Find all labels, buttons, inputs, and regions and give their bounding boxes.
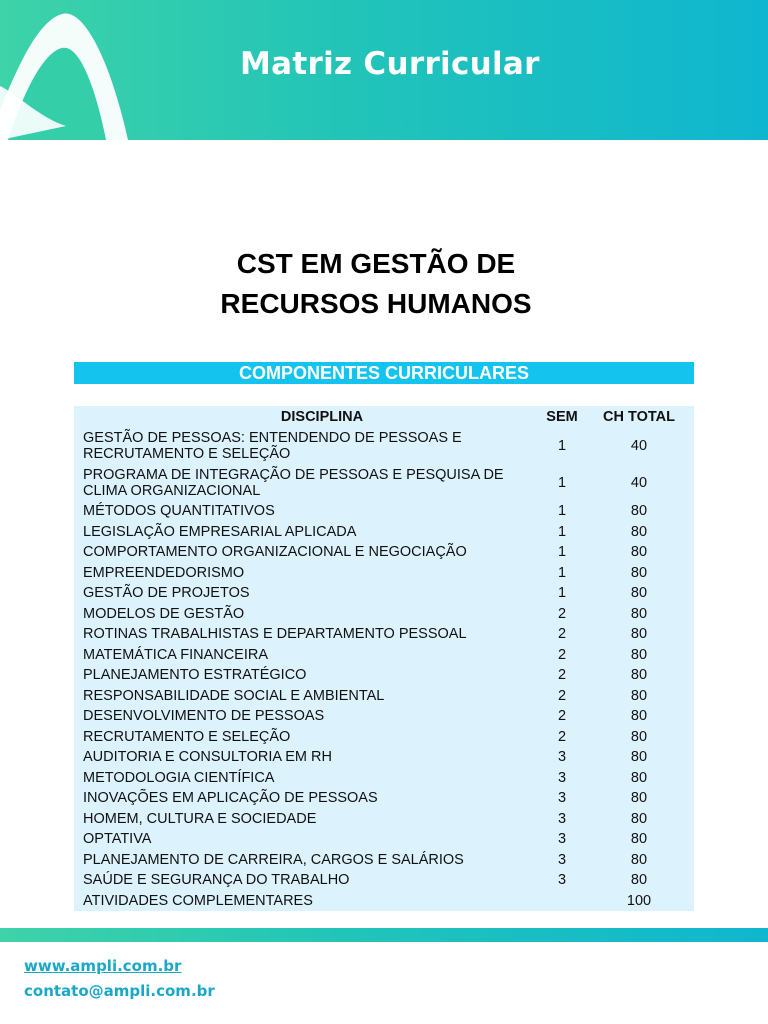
table-row [74, 522, 694, 543]
table-row [74, 706, 694, 727]
hours-cell: 80 [630, 687, 648, 704]
discipline-cell: DESENVOLVIMENTO DE PESSOAS [83, 708, 325, 725]
discipline-cell: OPTATIVA [83, 831, 152, 848]
hours-cell: 80 [630, 749, 648, 766]
semester-cell: 3 [557, 749, 567, 766]
hours-cell: 80 [630, 851, 648, 868]
discipline-cell: MATEMÁTICA FINANCEIRA [83, 646, 269, 663]
table-row [74, 809, 694, 830]
semester-cell: 2 [557, 605, 567, 622]
table-row [74, 870, 694, 891]
page-header [0, 0, 768, 140]
discipline-cell: AUDITORIA E CONSULTORIA EM RH [83, 749, 332, 766]
hours-cell: 100 [626, 892, 652, 909]
semester-cell: 1 [557, 564, 567, 581]
table-row [74, 850, 694, 871]
table-row [74, 604, 694, 625]
semester-cell: 1 [557, 523, 567, 540]
discipline-cell: ROTINAS TRABALHISTAS E DEPARTAMENTO PESSOAL [83, 626, 467, 643]
table-row [74, 501, 694, 522]
semester-cell: 1 [557, 437, 567, 454]
email-link[interactable]: contato@ampli.com.br [24, 982, 215, 1000]
table-row [74, 829, 694, 850]
table-row [74, 768, 694, 789]
hours-cell: 80 [630, 605, 648, 622]
semester-cell: 2 [557, 728, 567, 745]
hours-cell: 80 [630, 708, 648, 725]
table-row [74, 624, 694, 645]
hours-cell: 80 [630, 769, 648, 786]
hours-cell: 80 [630, 585, 648, 602]
discipline-cell: MODELOS DE GESTÃO [83, 605, 245, 622]
discipline-cell: ATIVIDADES COMPLEMENTARES [83, 892, 313, 909]
hours-cell: 80 [630, 646, 648, 663]
document-title-line1: CST EM GESTÃO DE [236, 248, 516, 279]
semester-cell: 1 [557, 585, 567, 602]
hours-cell: 80 [630, 544, 648, 561]
hours-cell: 80 [630, 626, 648, 643]
discipline-cell: GESTÃO DE PROJETOS [83, 585, 250, 602]
semester-cell: 2 [557, 687, 567, 704]
semester-cell: 1 [557, 474, 567, 491]
section-title: COMPONENTES CURRICULARES [74, 362, 694, 384]
table-row [74, 891, 694, 912]
table-row [74, 645, 694, 666]
discipline-cell: RESPONSABILIDADE SOCIAL E AMBIENTAL [83, 687, 385, 704]
semester-cell: 2 [557, 646, 567, 663]
hours-cell: 40 [630, 474, 648, 491]
table-row [74, 788, 694, 809]
table-row [74, 686, 694, 707]
website-link[interactable]: www.ampli.com.br [24, 957, 182, 975]
table-row [74, 665, 694, 686]
hours-cell: 80 [630, 667, 648, 684]
discipline-cell: LEGISLAÇÃO EMPRESARIAL APLICADA [83, 523, 357, 540]
semester-cell: 1 [557, 503, 567, 520]
discipline-cell: GESTÃO DE PESSOAS: ENTENDENDO DE PESSOAS E RECRUTAMENTO E SELEÇÃO [83, 429, 462, 462]
document-title-line2: RECURSOS HUMANOS [220, 288, 532, 319]
discipline-cell: EMPREENDEDORISMO [83, 564, 245, 581]
discipline-cell: RECRUTAMENTO E SELEÇÃO [83, 728, 291, 745]
semester-cell: 3 [557, 851, 567, 868]
semester-cell: 3 [557, 810, 567, 827]
hours-cell: 80 [630, 503, 648, 520]
discipline-cell: SAÚDE E SEGURANÇA DO TRABALHO [83, 872, 350, 889]
header-title: Matriz Curricular [240, 46, 540, 82]
table-row [74, 563, 694, 584]
semester-cell: 3 [557, 872, 567, 889]
column-header-hours: CH TOTAL [603, 408, 675, 425]
semester-cell: 2 [557, 626, 567, 643]
hours-cell: 80 [630, 831, 648, 848]
table-row [74, 747, 694, 768]
discipline-cell: INOVAÇÕES EM APLICAÇÃO DE PESSOAS [83, 790, 378, 807]
column-header-semester: SEM [546, 408, 578, 425]
column-header-discipline: DISCIPLINA [280, 408, 364, 425]
hours-cell: 40 [630, 437, 648, 454]
table-row [74, 542, 694, 563]
table-row [74, 427, 694, 464]
semester-cell: 3 [557, 831, 567, 848]
discipline-cell: METODOLOGIA CIENTÍFICA [83, 769, 275, 786]
semester-cell: 3 [557, 769, 567, 786]
semester-cell [540, 891, 584, 912]
discipline-cell: PROGRAMA DE INTEGRAÇÃO DE PESSOAS E PESQUISA DE CLIMA ORGANIZACIONAL [83, 466, 504, 499]
table-row [74, 583, 694, 604]
discipline-cell: HOMEM, CULTURA E SOCIEDADE [83, 810, 317, 827]
curriculum-table [74, 406, 694, 911]
table-header-row [74, 406, 694, 427]
discipline-cell: COMPORTAMENTO ORGANIZACIONAL E NEGOCIAÇÃO [83, 544, 467, 561]
table-row [74, 464, 694, 501]
discipline-cell: MÉTODOS QUANTITATIVOS [83, 503, 275, 520]
semester-cell: 1 [557, 544, 567, 561]
hours-cell: 80 [630, 872, 648, 889]
hours-cell: 80 [630, 790, 648, 807]
discipline-cell: PLANEJAMENTO ESTRATÉGICO [83, 667, 307, 684]
ampli-logo-icon [0, 0, 180, 140]
semester-cell: 2 [557, 667, 567, 684]
hours-cell: 80 [630, 523, 648, 540]
hours-cell: 80 [630, 564, 648, 581]
table-row [74, 727, 694, 748]
semester-cell: 2 [557, 708, 567, 725]
hours-cell: 80 [630, 810, 648, 827]
footer-divider [0, 928, 768, 942]
document-title [0, 244, 752, 324]
semester-cell: 3 [557, 790, 567, 807]
hours-cell: 80 [630, 728, 648, 745]
discipline-cell: PLANEJAMENTO DE CARREIRA, CARGOS E SALÁRIOS [83, 851, 464, 868]
